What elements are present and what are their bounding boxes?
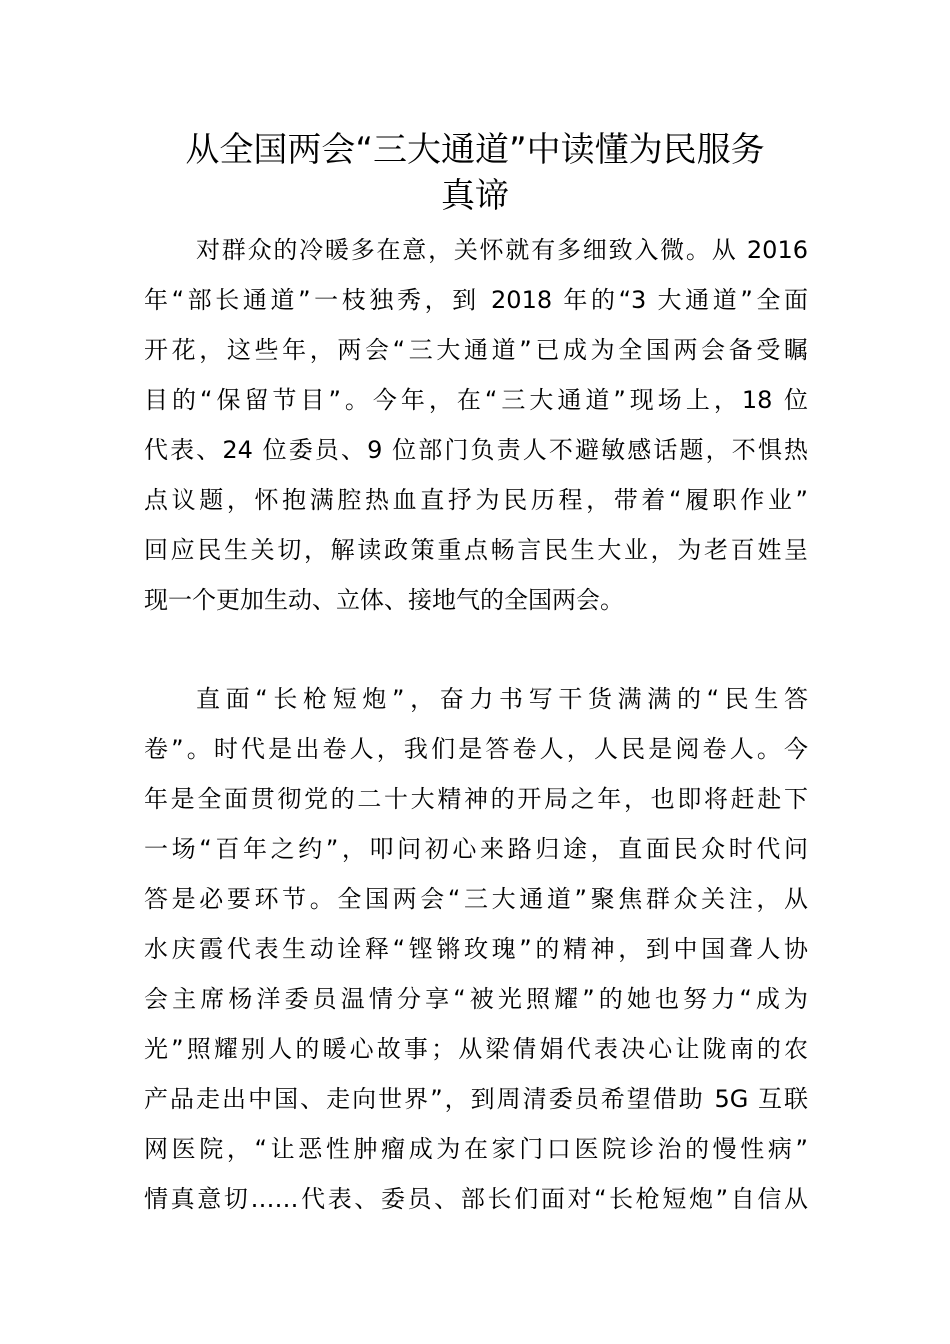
paragraph-line: 目的“保留节目”。今年，在“三大通道”现场上，18 位 — [144, 386, 808, 414]
paragraph-line: 现一个更加生动、立体、接地气的全国两会。 — [144, 586, 624, 614]
paragraph-line: 代表、24 位委员、9 位部门负责人不避敏感话题，不惧热 — [144, 436, 808, 464]
paragraph-line: 年“部长通道”一枝独秀，到 2018 年的“3 大通道”全面 — [144, 286, 808, 314]
paragraph-line: 年是全面贯彻党的二十大精神的开局之年，也即将赶赴下 — [144, 785, 808, 813]
document-title — [140, 127, 810, 219]
paragraph-line: 产品走出中国、走向世界”，到周清委员希望借助 5G 互联 — [144, 1085, 808, 1113]
paragraph-line: 卷”。时代是出卷人，我们是答卷人，人民是阅卷人。今 — [144, 735, 808, 763]
title-line-2: 真谛 — [441, 176, 509, 216]
paragraph-line: 网医院，“让恶性肿瘤成为在家门口医院诊治的慢性病” — [144, 1135, 808, 1163]
paragraph-line: 回应民生关切，解读政策重点畅言民生大业，为老百姓呈 — [144, 536, 808, 564]
paragraph-line: 开花，这些年，两会“三大通道”已成为全国两会备受瞩 — [144, 336, 808, 364]
paragraph-line: 对群众的冷暖多在意，关怀就有多细致入微。从 2016 — [196, 236, 808, 264]
paragraph-1 — [144, 225, 808, 625]
paragraph-line: 会主席杨洋委员温情分享“被光照耀”的她也努力“成为 — [144, 985, 808, 1013]
paragraph-line: 水庆霞代表生动诠释“铿锵玫瑰”的精神，到中国聋人协 — [144, 935, 808, 963]
paragraph-line: 直面“长枪短炮”，奋力书写干货满满的“民生答 — [196, 685, 808, 713]
paragraph-line: 答是必要环节。全国两会“三大通道”聚焦群众关注，从 — [144, 885, 808, 913]
title-line-1: 从全国两会“三大通道”中读懂为民服务 — [185, 130, 765, 170]
paragraph-line: 点议题，怀抱满腔热血直抒为民历程，带着“履职作业” — [144, 486, 808, 514]
paragraph-2 — [144, 674, 808, 1224]
paragraph-line: 光”照耀别人的暖心故事；从梁倩娟代表决心让陇南的农 — [144, 1035, 808, 1063]
paragraph-line: 情真意切……代表、委员、部长们面对“长枪短炮”自信从 — [144, 1185, 808, 1213]
paragraph-line: 一场“百年之约”，叩问初心来路归途，直面民众时代问 — [144, 835, 808, 863]
